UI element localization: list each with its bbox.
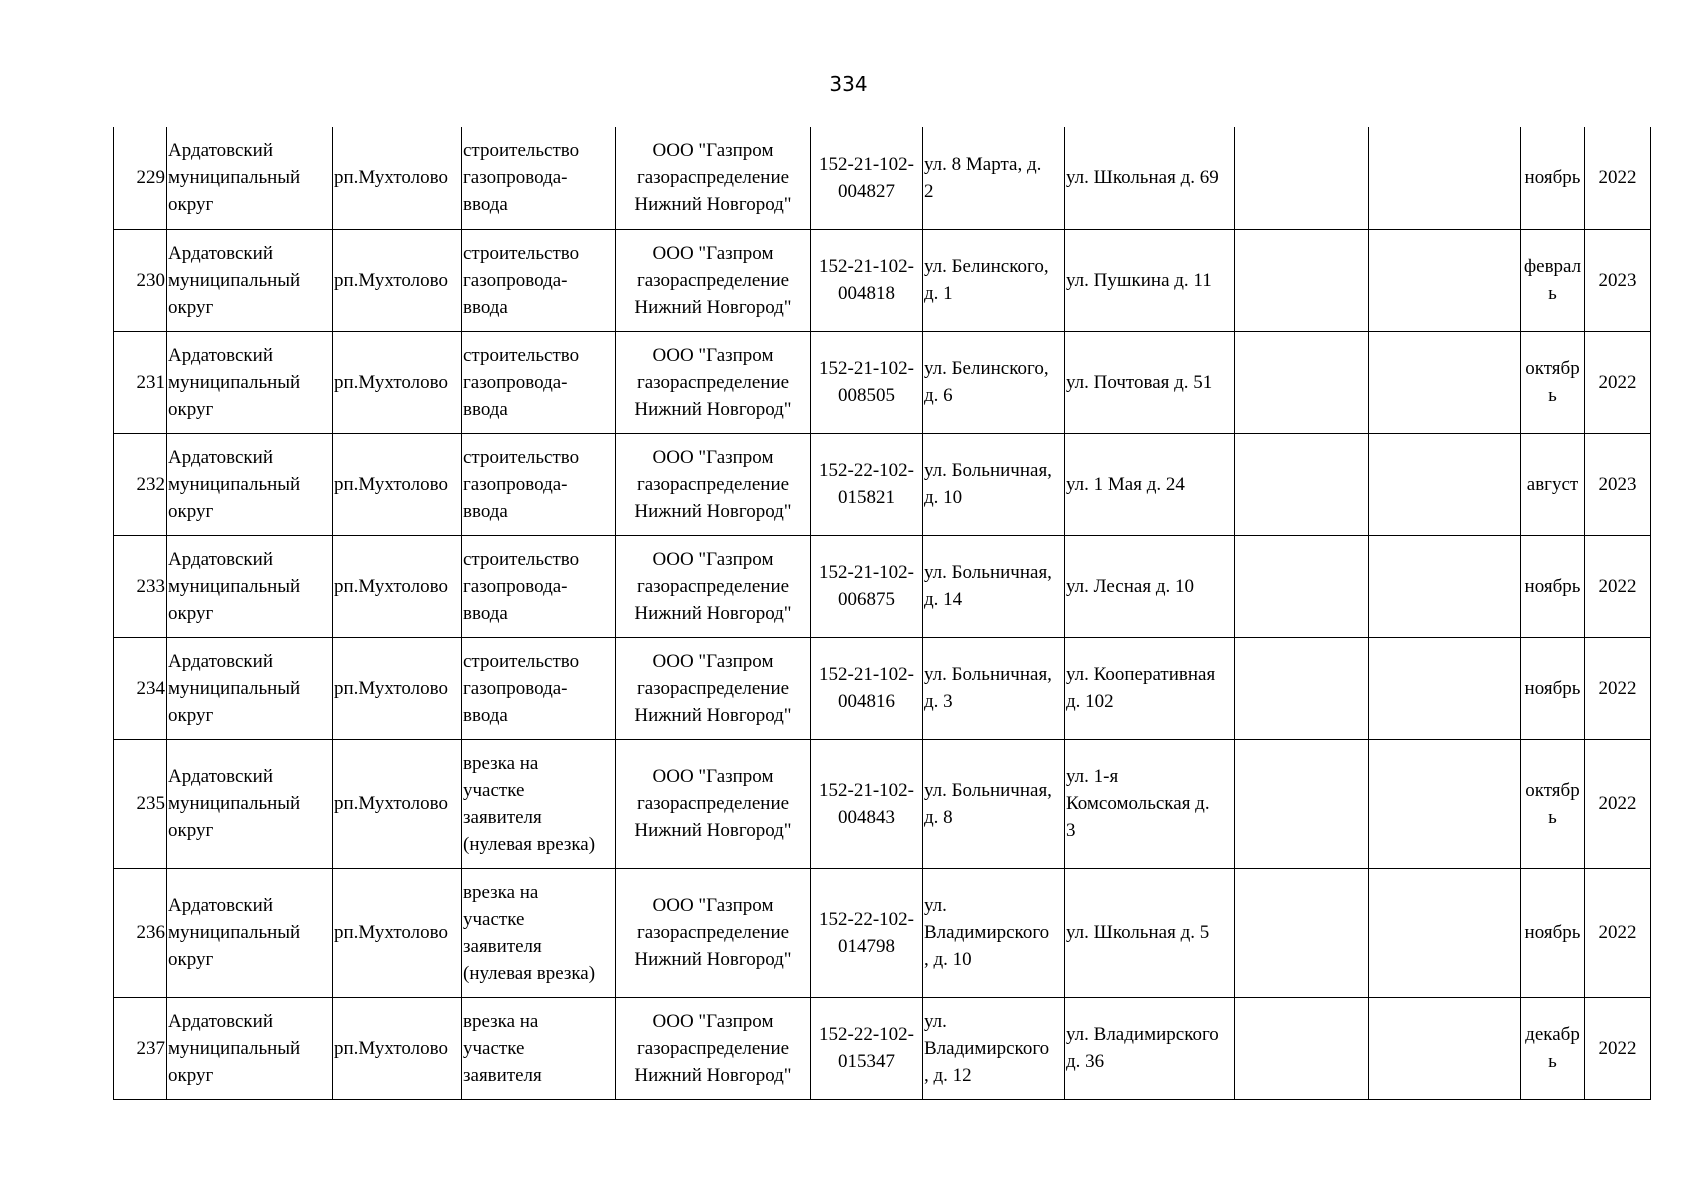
settlement-cell-line: рп.Мухтолово [334, 922, 448, 943]
organization-cell [616, 229, 811, 331]
work-type-cell [462, 997, 616, 1099]
settlement-cell-line: рп.Мухтолово [334, 677, 448, 699]
district-cell-line: муниципальный [168, 1037, 301, 1059]
page-number: 334 [829, 72, 868, 96]
connection-from-cell-line: ул. [924, 895, 947, 916]
application-code-cell-line: 004818 [838, 283, 895, 304]
work-type-cell-line: ввода [463, 704, 508, 726]
district-cell-line: муниципальный [168, 922, 301, 943]
district-cell-line: Ардатовский [168, 650, 273, 672]
year-cell [1585, 433, 1651, 535]
work-type-cell-line: участке [463, 779, 525, 801]
empty-cell [1235, 739, 1369, 868]
empty-cell [1369, 868, 1521, 997]
work-type-cell-line: заявителя [463, 806, 542, 828]
connection-from-cell-line: ул. Больничная, [924, 562, 1052, 583]
district-cell-line: муниципальный [168, 793, 301, 814]
address-cell-line: ул. Кооперативная [1066, 664, 1216, 685]
address-cell-line: д. 36 [1066, 1051, 1105, 1072]
year-cell-line: 2022 [1598, 575, 1637, 597]
work-type-cell-line: ввода [463, 398, 508, 420]
connection-from-cell-line: д. 8 [924, 806, 953, 828]
organization-cell [616, 331, 811, 433]
application-code-cell-line: 004827 [838, 180, 895, 202]
settlement-cell [333, 229, 462, 331]
organization-cell-line: Нижний Новгород" [634, 194, 792, 216]
organization-cell-line: Нижний Новгород" [634, 296, 792, 318]
organization-cell-line: ООО "Газпром [652, 446, 774, 468]
row-number [114, 739, 167, 868]
work-type-cell [462, 535, 616, 637]
application-code-cell-line: 152-22-102- [819, 1024, 914, 1045]
connection-from-cell [923, 535, 1065, 637]
organization-cell-line: Нижний Новгород" [634, 704, 792, 726]
empty-cell [1235, 637, 1369, 739]
table-row [114, 331, 1651, 433]
row-number [114, 433, 167, 535]
connection-from-cell [923, 739, 1065, 868]
table-body [114, 127, 1651, 1099]
district-cell-line: муниципальный [168, 575, 301, 597]
empty-cell [1369, 433, 1521, 535]
empty-cell [1369, 535, 1521, 637]
month-cell-line: октябр [1525, 779, 1580, 801]
application-code-cell-line: 015347 [838, 1051, 895, 1072]
organization-cell [616, 637, 811, 739]
work-type-cell-line: строительство [463, 140, 580, 162]
address-cell-line: ул. Пушкина д. 11 [1066, 269, 1212, 291]
organization-cell-line: Нижний Новгород" [634, 500, 792, 522]
district-cell-line: Ардатовский [168, 140, 273, 162]
empty-cell [1235, 433, 1369, 535]
table-row [114, 739, 1651, 868]
organization-cell [616, 868, 811, 997]
address-cell-line: Комсомольская д. [1066, 793, 1210, 814]
district-cell-line: округ [168, 602, 214, 624]
table-row [114, 535, 1651, 637]
empty-cell [1369, 997, 1521, 1099]
district-cell [167, 331, 333, 433]
district-cell-line: округ [168, 820, 214, 841]
work-type-cell-line: газопровода- [463, 473, 568, 495]
connection-from-cell-line: Владимирского [924, 1037, 1050, 1059]
organization-cell [616, 535, 811, 637]
district-cell-line: округ [168, 500, 214, 522]
row-number-line: 236 [136, 922, 165, 943]
district-cell-line: муниципальный [168, 269, 301, 291]
district-cell-line: Ардатовский [168, 548, 273, 570]
organization-cell-line: ООО "Газпром [652, 1010, 774, 1032]
work-type-cell-line: врезка на [463, 881, 539, 903]
application-code-cell-line: 004816 [838, 691, 895, 712]
district-cell [167, 637, 333, 739]
organization-cell-line: ООО "Газпром [652, 242, 774, 264]
work-type-cell-line: ввода [463, 602, 508, 624]
month-cell-line: ноябрь [1524, 167, 1581, 189]
settlement-cell [333, 997, 462, 1099]
application-code-cell-line: 152-22-102- [819, 908, 914, 930]
connection-from-cell-line: ул. Белинского, [924, 256, 1049, 277]
empty-cell [1369, 739, 1521, 868]
address-cell [1065, 739, 1235, 868]
row-number [114, 229, 167, 331]
settlement-cell-line: рп.Мухтолово [334, 1037, 448, 1059]
year-cell-line: 2022 [1598, 371, 1637, 393]
address-cell [1065, 637, 1235, 739]
work-type-cell-line: газопровода- [463, 269, 568, 291]
address-cell [1065, 433, 1235, 535]
connection-from-cell-line: ул. Больничная, [924, 664, 1052, 685]
application-code-cell [811, 433, 923, 535]
organization-cell [616, 997, 811, 1099]
application-code-cell [811, 127, 923, 229]
empty-cell [1369, 331, 1521, 433]
month-cell-line: декабр [1525, 1024, 1580, 1045]
application-code-cell [811, 868, 923, 997]
application-code-cell [811, 229, 923, 331]
organization-cell-line: газораспределение [636, 371, 790, 393]
connection-from-cell-line: д. 3 [924, 691, 953, 712]
month-cell [1521, 868, 1585, 997]
row-number [114, 637, 167, 739]
work-type-cell-line: участке [463, 1037, 525, 1059]
organization-cell-line: газораспределение [636, 269, 790, 291]
application-code-cell-line: 006875 [838, 589, 895, 610]
month-cell-line: ноябрь [1524, 922, 1581, 943]
settlement-cell [333, 535, 462, 637]
work-type-cell-line: (нулевая врезка) [463, 962, 596, 984]
organization-cell [616, 739, 811, 868]
work-type-cell [462, 868, 616, 997]
year-cell [1585, 331, 1651, 433]
work-type-cell-line: строительство [463, 344, 580, 366]
address-cell [1065, 229, 1235, 331]
year-cell [1585, 229, 1651, 331]
work-type-cell-line: газопровода- [463, 167, 568, 189]
connection-from-cell [923, 331, 1065, 433]
empty-cell [1369, 229, 1521, 331]
district-cell-line: Ардатовский [168, 446, 273, 468]
year-cell [1585, 739, 1651, 868]
year-cell-line: 2022 [1598, 677, 1637, 699]
district-cell-line: округ [168, 704, 214, 726]
organization-cell-line: газораспределение [636, 167, 790, 189]
row-number-line: 231 [136, 371, 165, 393]
month-cell-line: октябр [1525, 358, 1580, 379]
district-cell-line: округ [168, 949, 214, 970]
year-cell [1585, 997, 1651, 1099]
organization-cell-line: ООО "Газпром [652, 344, 774, 366]
organization-cell-line: Нижний Новгород" [634, 602, 792, 624]
month-cell [1521, 535, 1585, 637]
connection-from-cell [923, 433, 1065, 535]
district-cell-line: Ардатовский [168, 1010, 273, 1032]
month-cell [1521, 127, 1585, 229]
work-type-cell [462, 229, 616, 331]
work-type-cell [462, 739, 616, 868]
organization-cell-line: ООО "Газпром [652, 140, 774, 162]
address-cell-line: ул. Школьная д. 5 [1066, 922, 1210, 943]
address-cell [1065, 535, 1235, 637]
application-code-cell-line: 152-22-102- [819, 460, 914, 481]
district-cell-line: округ [168, 398, 214, 420]
application-code-cell-line: 152-21-102- [819, 664, 914, 685]
organization-cell-line: Нижний Новгород" [634, 949, 792, 970]
connection-from-cell [923, 229, 1065, 331]
row-number [114, 535, 167, 637]
address-cell-line: ул. Школьная д. 69 [1066, 167, 1219, 189]
settlement-cell [333, 433, 462, 535]
work-type-cell-line: газопровода- [463, 677, 568, 699]
row-number [114, 868, 167, 997]
year-cell-line: 2022 [1598, 1037, 1637, 1059]
table-row [114, 127, 1651, 229]
month-cell-line: ь [1548, 1051, 1557, 1072]
district-cell-line: Ардатовский [168, 344, 273, 366]
year-cell [1585, 868, 1651, 997]
work-type-cell-line: строительство [463, 446, 580, 468]
district-cell [167, 739, 333, 868]
month-cell [1521, 229, 1585, 331]
table-row [114, 637, 1651, 739]
row-number [114, 331, 167, 433]
settlement-cell [333, 739, 462, 868]
month-cell [1521, 997, 1585, 1099]
connection-from-cell-line: д. 14 [924, 589, 963, 610]
district-cell-line: Ардатовский [168, 242, 273, 264]
year-cell [1585, 535, 1651, 637]
address-cell-line: ул. 1 Мая д. 24 [1066, 473, 1185, 495]
row-number [114, 127, 167, 229]
connection-from-cell [923, 127, 1065, 229]
work-type-cell-line: врезка на [463, 1010, 539, 1032]
application-code-cell [811, 331, 923, 433]
row-number-line: 237 [136, 1037, 165, 1059]
connection-from-cell-line: ул. 8 Марта, д. [924, 153, 1042, 175]
year-cell-line: 2022 [1598, 922, 1637, 943]
organization-cell-line: Нижний Новгород" [634, 1064, 792, 1086]
application-code-cell [811, 637, 923, 739]
year-cell [1585, 637, 1651, 739]
objects-table [113, 127, 1651, 1100]
connection-from-cell-line: ул. Белинского, [924, 358, 1049, 379]
month-cell [1521, 433, 1585, 535]
address-cell-line: ул. 1-я [1066, 766, 1119, 787]
empty-cell [1235, 331, 1369, 433]
address-cell-line: ул. Лесная д. 10 [1066, 575, 1194, 597]
month-cell-line: ноябрь [1524, 677, 1581, 699]
year-cell-line: 2022 [1598, 167, 1637, 189]
month-cell-line: ь [1548, 283, 1557, 304]
month-cell-line: август [1526, 473, 1579, 495]
application-code-cell-line: 152-21-102- [819, 562, 914, 583]
district-cell [167, 127, 333, 229]
work-type-cell-line: ввода [463, 500, 508, 522]
row-number-line: 229 [136, 167, 165, 189]
settlement-cell [333, 331, 462, 433]
connection-from-cell-line: д. 1 [924, 283, 953, 304]
row-number-line: 235 [136, 793, 165, 814]
work-type-cell-line: заявителя [463, 935, 542, 957]
settlement-cell-line: рп.Мухтолово [334, 793, 448, 814]
year-cell-line: 2023 [1598, 269, 1637, 291]
application-code-cell [811, 997, 923, 1099]
address-cell [1065, 997, 1235, 1099]
application-code-cell-line: 015821 [838, 487, 895, 508]
table-row [114, 229, 1651, 331]
organization-cell-line: ООО "Газпром [652, 766, 774, 787]
application-code-cell-line: 008505 [838, 385, 895, 406]
empty-cell [1235, 127, 1369, 229]
empty-cell [1235, 997, 1369, 1099]
month-cell [1521, 637, 1585, 739]
application-code-cell [811, 739, 923, 868]
work-type-cell-line: строительство [463, 242, 580, 264]
work-type-cell-line: врезка на [463, 752, 539, 774]
connection-from-cell [923, 997, 1065, 1099]
settlement-cell [333, 637, 462, 739]
connection-from-cell-line: 2 [924, 180, 934, 202]
table-row [114, 433, 1651, 535]
connection-from-cell [923, 637, 1065, 739]
work-type-cell-line: ввода [463, 194, 508, 216]
row-number-line: 233 [136, 575, 165, 597]
organization-cell-line: ООО "Газпром [652, 895, 774, 916]
address-cell [1065, 868, 1235, 997]
organization-cell-line: газораспределение [636, 922, 790, 943]
settlement-cell-line: рп.Мухтолово [334, 575, 448, 597]
application-code-cell-line: 004843 [838, 806, 895, 828]
row-number-line: 232 [136, 473, 165, 495]
district-cell [167, 433, 333, 535]
connection-from-cell-line: д. 10 [924, 487, 963, 508]
address-cell-line: ул. Почтовая д. 51 [1066, 371, 1213, 393]
address-cell [1065, 127, 1235, 229]
organization-cell-line: Нижний Новгород" [634, 820, 792, 841]
district-cell [167, 229, 333, 331]
organization-cell-line: газораспределение [636, 793, 790, 814]
district-cell [167, 868, 333, 997]
district-cell-line: муниципальный [168, 167, 301, 189]
settlement-cell-line: рп.Мухтолово [334, 473, 448, 495]
address-cell [1065, 331, 1235, 433]
district-cell-line: Ардатовский [168, 766, 273, 787]
district-cell-line: муниципальный [168, 371, 301, 393]
work-type-cell [462, 433, 616, 535]
empty-cell [1369, 127, 1521, 229]
work-type-cell-line: газопровода- [463, 575, 568, 597]
application-code-cell-line: 152-21-102- [819, 256, 914, 277]
district-cell-line: муниципальный [168, 677, 301, 699]
month-cell-line: ноябрь [1524, 575, 1581, 597]
work-type-cell-line: строительство [463, 650, 580, 672]
district-cell [167, 997, 333, 1099]
year-cell [1585, 127, 1651, 229]
district-cell-line: Ардатовский [168, 895, 273, 916]
year-cell-line: 2023 [1598, 473, 1637, 495]
work-type-cell-line: строительство [463, 548, 580, 570]
month-cell-line: ь [1548, 385, 1557, 406]
work-type-cell-line: участке [463, 908, 525, 930]
work-type-cell-line: газопровода- [463, 371, 568, 393]
district-cell-line: муниципальный [168, 473, 301, 495]
connection-from-cell-line: ул. [924, 1010, 947, 1032]
organization-cell-line: ООО "Газпром [652, 650, 774, 672]
address-cell-line: ул. Владимирского [1066, 1024, 1219, 1045]
connection-from-cell-line: , д. 12 [924, 1064, 972, 1086]
district-cell-line: округ [168, 1064, 214, 1086]
organization-cell-line: Нижний Новгород" [634, 398, 792, 420]
settlement-cell [333, 868, 462, 997]
connection-from-cell-line: д. 6 [924, 385, 953, 406]
district-cell [167, 535, 333, 637]
application-code-cell-line: 152-21-102- [819, 358, 914, 379]
organization-cell-line: газораспределение [636, 473, 790, 495]
work-type-cell [462, 127, 616, 229]
connection-from-cell-line: ул. Больничная, [924, 460, 1052, 481]
row-number-line: 234 [136, 677, 165, 699]
settlement-cell-line: рп.Мухтолово [334, 167, 448, 189]
empty-cell [1369, 637, 1521, 739]
settlement-cell-line: рп.Мухтолово [334, 269, 448, 291]
organization-cell [616, 433, 811, 535]
empty-cell [1235, 535, 1369, 637]
application-code-cell-line: 152-21-102- [819, 779, 914, 801]
work-type-cell-line: (нулевая врезка) [463, 833, 596, 855]
month-cell [1521, 739, 1585, 868]
empty-cell [1235, 229, 1369, 331]
month-cell [1521, 331, 1585, 433]
month-cell-line: феврал [1523, 256, 1582, 277]
address-cell-line: 3 [1066, 820, 1076, 841]
month-cell-line: ь [1548, 806, 1557, 828]
organization-cell-line: ООО "Газпром [652, 548, 774, 570]
district-cell-line: округ [168, 194, 214, 216]
table-row [114, 868, 1651, 997]
address-cell-line: д. 102 [1066, 691, 1114, 712]
organization-cell-line: газораспределение [636, 677, 790, 699]
organization-cell-line: газораспределение [636, 1037, 790, 1059]
row-number-line: 230 [136, 269, 165, 291]
application-code-cell-line: 152-21-102- [819, 153, 914, 175]
row-number [114, 997, 167, 1099]
work-type-cell [462, 637, 616, 739]
work-type-cell-line: ввода [463, 296, 508, 318]
empty-cell [1235, 868, 1369, 997]
settlement-cell-line: рп.Мухтолово [334, 371, 448, 393]
organization-cell-line: газораспределение [636, 575, 790, 597]
organization-cell [616, 127, 811, 229]
work-type-cell [462, 331, 616, 433]
application-code-cell-line: 014798 [838, 935, 895, 957]
connection-from-cell-line: , д. 10 [924, 949, 972, 970]
work-type-cell-line: заявителя [463, 1064, 542, 1086]
year-cell-line: 2022 [1598, 793, 1637, 814]
connection-from-cell [923, 868, 1065, 997]
settlement-cell [333, 127, 462, 229]
application-code-cell [811, 535, 923, 637]
connection-from-cell-line: ул. Больничная, [924, 779, 1052, 801]
district-cell-line: округ [168, 296, 214, 318]
connection-from-cell-line: Владимирского [924, 922, 1050, 943]
table-row [114, 997, 1651, 1099]
